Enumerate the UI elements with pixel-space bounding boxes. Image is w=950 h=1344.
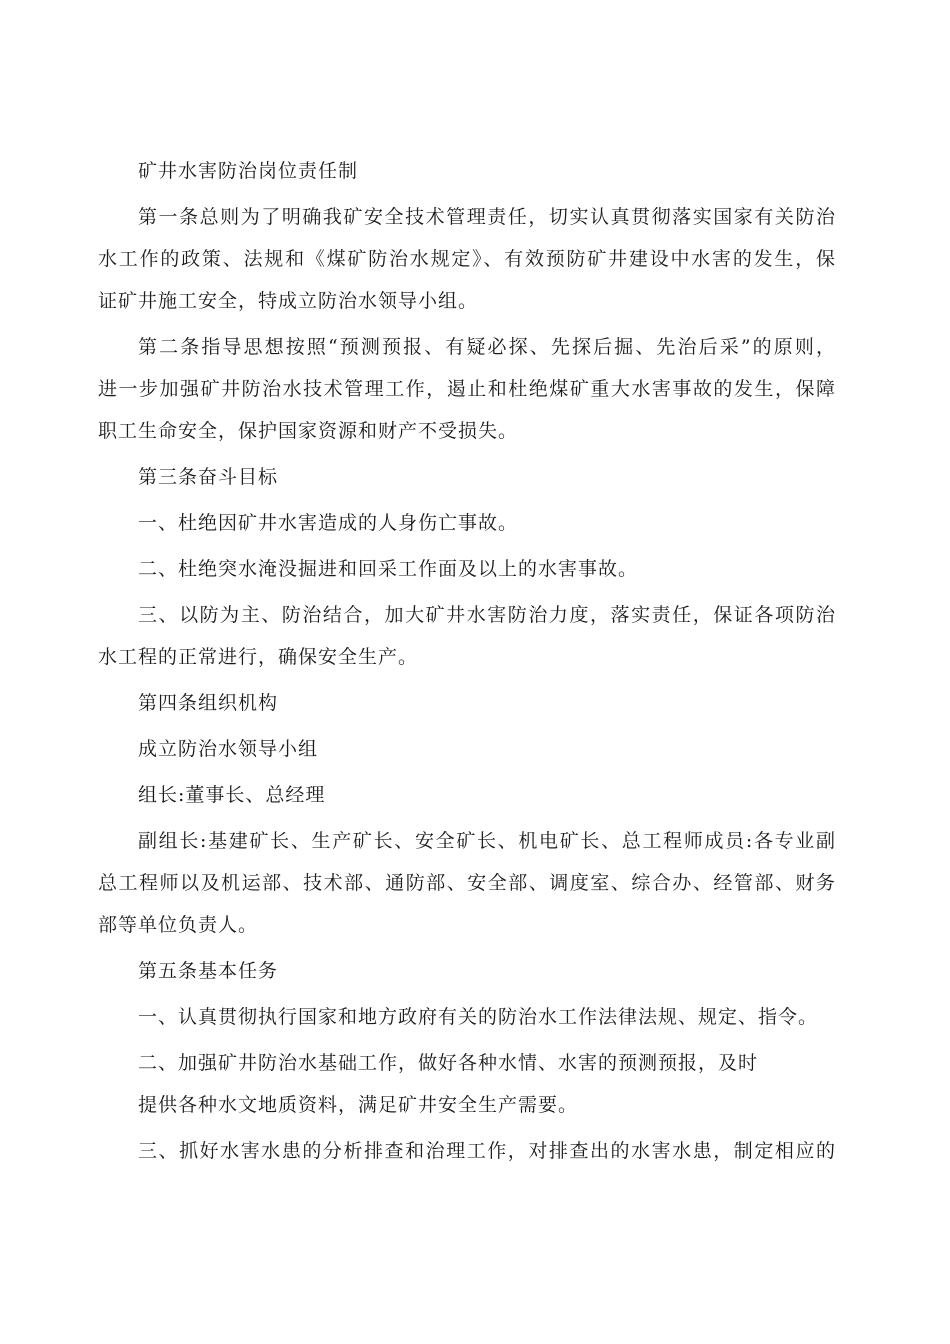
paragraph-line: 第一条总则为了明确我矿安全技术管理责任，切实认真贯彻落实国家有关防治	[138, 206, 836, 228]
paragraph-line: 二、加强矿井防治水基础工作，做好各种水情、水害的预测预报，及时	[138, 1052, 759, 1074]
paragraph-line: 组长:董事长、总经理	[138, 784, 326, 806]
paragraph-line: 证矿井施工安全，特成立防治水领导小组。	[98, 290, 479, 312]
paragraph-line: 进一步加强矿井防治水技术管理工作，遏止和杜绝煤矿重大水害事故的发生，保障	[98, 378, 836, 400]
paragraph-line: 第二条指导思想按照“预测预报、有疑必探、先探后掘、先治后采”的原则，	[138, 336, 836, 358]
paragraph-line: 水工作的政策、法规和《煤矿防治水规定》、有效预防矿井建设中水害的发生，保	[98, 248, 836, 270]
section-heading: 第四条组织机构	[138, 692, 279, 714]
paragraph-line: 水工程的正常进行，确保安全生产。	[98, 646, 419, 668]
section-heading: 第三条奋斗目标	[138, 466, 279, 488]
paragraph-line: 部等单位负责人。	[98, 914, 259, 936]
paragraph-line: 总工程师以及机运部、技术部、通防部、安全部、调度室、综合办、经管部、财务	[98, 872, 836, 894]
section-heading: 第五条基本任务	[138, 960, 279, 982]
paragraph-line: 三、抓好水害水患的分析排查和治理工作，对排查出的水害水患，制定相应的	[138, 1140, 836, 1162]
paragraph-line: 一、认真贯彻执行国家和地方政府有关的防治水工作法律法规、规定、指令。	[138, 1006, 819, 1028]
document-title: 矿井水害防治岗位责任制	[138, 160, 359, 182]
paragraph-line: 二、杜绝突水淹没掘进和回采工作面及以上的水害事故。	[138, 558, 639, 580]
paragraph-line: 提供各种水文地质资料，满足矿井安全生产需要。	[138, 1094, 579, 1116]
paragraph-line: 三、以防为主、防治结合，加大矿井水害防治力度，落实责任，保证各项防治	[138, 604, 836, 626]
paragraph-line: 职工生命安全，保护国家资源和财产不受损失。	[98, 420, 519, 442]
document-body	[98, 150, 836, 1172]
paragraph-line: 副组长:基建矿长、生产矿长、安全矿长、机电矿长、总工程师成员:各专业副	[138, 830, 836, 852]
paragraph-line: 成立防治水领导小组	[138, 738, 319, 760]
paragraph-line: 一、杜绝因矿井水害造成的人身伤亡事故。	[138, 512, 519, 534]
